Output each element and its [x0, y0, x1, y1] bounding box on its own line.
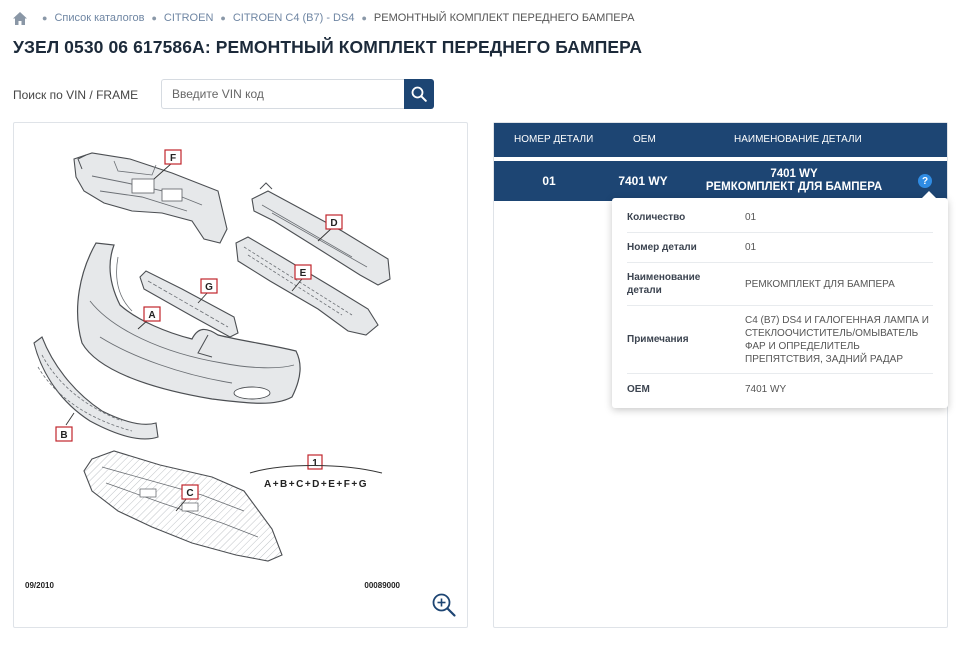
breadcrumb-separator: ● — [42, 13, 48, 23]
breadcrumb-citroen[interactable]: CITROEN — [163, 12, 214, 24]
breadcrumb-separator: ● — [151, 13, 157, 23]
parts-table-header — [494, 123, 947, 157]
cell-oem: 7401 WY — [618, 174, 668, 188]
svg-text:D: D — [330, 218, 338, 229]
breadcrumb-current: РЕМОНТНЫЙ КОМПЛЕКТ ПЕРЕДНЕГО БАМПЕРА — [373, 12, 635, 24]
svg-text:B: B — [60, 430, 68, 441]
breadcrumb-catalog-list[interactable]: Список каталогов — [54, 12, 145, 24]
detail-key: Примечания — [627, 334, 689, 345]
parts-diagram[interactable] — [22, 131, 404, 593]
header-oem: OEM — [633, 134, 656, 145]
callout-d[interactable] — [326, 215, 342, 229]
svg-text:G: G — [205, 282, 213, 293]
breadcrumb-separator: ● — [220, 13, 226, 23]
header-part-name: НАИМЕНОВАНИЕ ДЕТАЛИ — [734, 134, 862, 145]
detail-key: Наименование детали — [627, 272, 701, 296]
callout-f[interactable] — [165, 150, 181, 164]
svg-text:F: F — [169, 153, 177, 164]
cell-part-name — [694, 161, 894, 201]
zoom-in-icon[interactable] — [431, 592, 457, 618]
callout-1[interactable] — [308, 455, 322, 469]
svg-text:1: 1 — [312, 458, 318, 469]
page-title: УЗЕЛ 0530 06 617586A: РЕМОНТНЫЙ КОМПЛЕКТ ПЕРЕДНЕГО БАМПЕРА — [13, 37, 643, 57]
detail-key: Номер детали — [627, 242, 697, 253]
vin-search-button[interactable] — [404, 79, 434, 109]
breadcrumb-model[interactable]: CITROEN C4 (B7) - DS4 — [232, 12, 355, 24]
vin-search-input[interactable] — [161, 79, 404, 109]
svg-text:C: C — [186, 488, 194, 499]
home-icon[interactable] — [13, 12, 27, 25]
callout-a[interactable] — [144, 307, 160, 321]
search-icon — [411, 86, 427, 102]
callout-g[interactable] — [201, 279, 217, 293]
detail-row-part-number — [627, 233, 933, 263]
detail-value: C4 (B7) DS4 И ГАЛОГЕННАЯ ЛАМПА И СТЕКЛООЧИСТИТЕЛЬ/ОМЫВАТЕЛЬ ФАР И ОПРЕДЕЛИТЕЛЬ ПРЕПЯТСТВИЯ, ЗАДНИЙ РАДАР — [745, 314, 929, 365]
part-details-popover — [612, 198, 948, 408]
detail-row-quantity — [627, 203, 933, 233]
svg-text:A: A — [148, 310, 156, 321]
header-part-number: НОМЕР ДЕТАЛИ — [514, 134, 594, 145]
callout-e[interactable] — [295, 265, 311, 279]
detail-value: 01 — [745, 242, 757, 253]
detail-row-oem — [627, 374, 933, 404]
detail-value: 7401 WY — [745, 383, 787, 395]
vin-search-label: Поиск по VIN / FRAME — [13, 88, 139, 102]
diagram-code: 00089000 — [364, 581, 400, 590]
detail-value: 01 — [745, 212, 757, 223]
breadcrumb — [13, 10, 635, 26]
table-row[interactable] — [494, 161, 947, 201]
diagram-date: 09/2010 — [25, 581, 54, 590]
diagram-panel — [13, 122, 468, 628]
detail-row-notes — [627, 306, 933, 374]
detail-key: Количество — [627, 212, 686, 223]
part-name-title: РЕМКОМПЛЕКТ ДЛЯ БАМПЕРА — [705, 181, 883, 193]
kit-formula: A+B+C+D+E+F+G — [264, 479, 368, 490]
detail-row-part-name — [627, 263, 933, 306]
breadcrumb-separator: ● — [361, 13, 367, 23]
callout-b[interactable] — [56, 427, 72, 441]
help-icon[interactable]: ? — [918, 174, 932, 188]
detail-value: РЕМКОМПЛЕКТ ДЛЯ БАМПЕРА — [745, 278, 895, 290]
part-name-oem: 7401 WY — [770, 168, 818, 180]
cell-part-number: 01 — [542, 174, 556, 188]
callout-c[interactable] — [182, 485, 198, 499]
svg-text:E: E — [299, 268, 307, 279]
detail-key: OEM — [627, 383, 650, 395]
